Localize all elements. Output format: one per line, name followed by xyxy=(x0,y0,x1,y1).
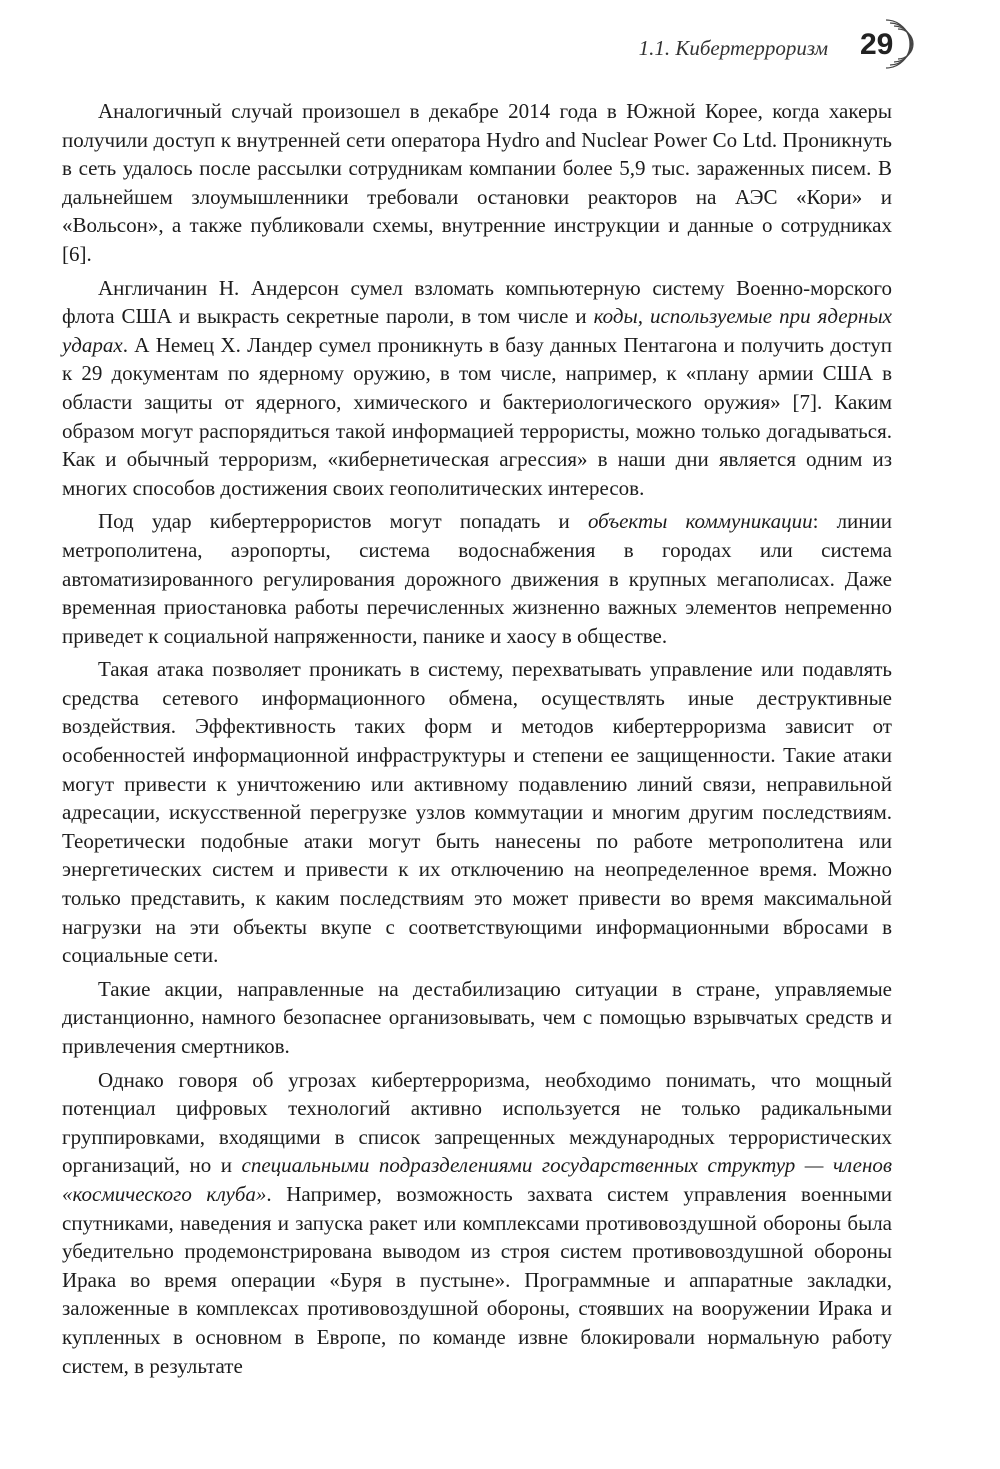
paragraph xyxy=(62,1066,892,1381)
paragraph-text: Аналогичный случай произошел в декабре 2014 года в Южной Корее, когда хакеры получили доступ к внутренней сети оператора Hydro and Nuclear Power Co Ltd. Проникнуть в сеть удалось после рассылки сотрудникам компании более 5,9 тыс. зараженных писем. В дальнейшем злоумышленники требовали остановки реакторов на АЭС «Кори» и «Вольсон», а также публиковали схемы, внутренние инструкции и данные о сотрудниках [6]. xyxy=(62,99,892,266)
running-title: 1.1. Кибертерроризм xyxy=(638,36,828,60)
italic-emphasis: коды, используемые при ядерных ударах xyxy=(62,304,892,357)
body-text xyxy=(62,97,892,1385)
page-number-ornament-icon xyxy=(872,14,920,74)
page-number: 29 xyxy=(860,28,894,61)
paragraph-text: Такая атака позволяет проникать в систему, перехватывать управление или подавлять средства сетевого информационного обмена, осуществлять иные деструктивные воздействия. Эффективность таких форм и методов кибертерроризма зависит от особенностей информационной инфраструктуры и степени ее защищенности. Такие атаки могут привести к уничтожению или активному подавлению линий связи, неправильной адресации, искусственной перегрузке узлов коммутации и многим другим последствиям. Теоретически подобные атаки могут быть нанесены по работе метрополитена или энергетических систем и привести к их отключению на неопределенное время. Можно только представить, к каким последствиям это может привести во время максимальной нагрузки на эти объекты вкупе с соответствующими информационными вбросами в социальные сети. xyxy=(62,657,892,968)
paragraph xyxy=(62,274,892,503)
italic-emphasis: объекты коммуникации xyxy=(587,509,813,534)
paragraph xyxy=(62,507,892,650)
paragraph-text: Англичанин Н. Андерсон сумел взломать компьютерную систему Военно-морского флота США и выкрасть секретные пароли, в том числе и xyxy=(62,275,892,329)
paragraph xyxy=(62,975,892,1061)
paragraph xyxy=(62,655,892,970)
italic-emphasis: специальными подразделениями государственных структур — членов «космического клуба» xyxy=(62,1153,892,1206)
paragraph-text: : линии метрополитена, аэропорты, система водоснабжения в городах или система автоматизированного регулирования дорожного движения в крупных мегаполисах. Даже временная приостановка работы перечисленных жизненно важных элементов непременно приведет к социальной напряженности, панике и хаосу в обществе. xyxy=(62,509,892,648)
paragraph-text: Однако говоря об угрозах кибертерроризма, необходимо понимать, что мощный потенциал цифровых технологий активно используется не только радикальными группировками, входящими в список запрещенных международных террористических организаций, но и xyxy=(62,1067,892,1178)
paragraph-text: . А Немец Х. Ландер сумел проникнуть в базу данных Пентагона и получить доступ к 29 документам по ядерному оружию, в том числе, например, к «плану армии США в области защиты от ядерного, химического и бактериологического оружия» [7]. Каким образом могут распорядиться такой информацией террористы, можно только догадываться. Как и обычный терроризм, «кибернетическая агрессия» в наши дни является одним из многих способов достижения своих геополитических интересов. xyxy=(62,332,892,500)
paragraph-text: . Например, возможность захвата систем управления военными спутниками, наведения и запуска ракет или комплексами противовоздушной обороны была убедительно продемонстрирована выводом из строя систем противовоздушной обороны Ирака во время операции «Буря в пустыне». Программные и аппаратные закладки, заложенные в комплексах противовоздушной обороны, стоявших на вооружении Ирака и купленных в основном в Европе, по команде извне блокировали нормальную работу систем, в результате xyxy=(62,1181,892,1378)
paragraph-text: Такие акции, направленные на дестабилизацию ситуации в стране, управляемые дистанционно, намного безопаснее организовывать, чем с помощью взрывчатых средств и привлечения смертников. xyxy=(62,976,892,1058)
paragraph xyxy=(62,97,892,269)
paragraph-text: Под удар кибертеррористов могут попадать и xyxy=(98,509,588,534)
